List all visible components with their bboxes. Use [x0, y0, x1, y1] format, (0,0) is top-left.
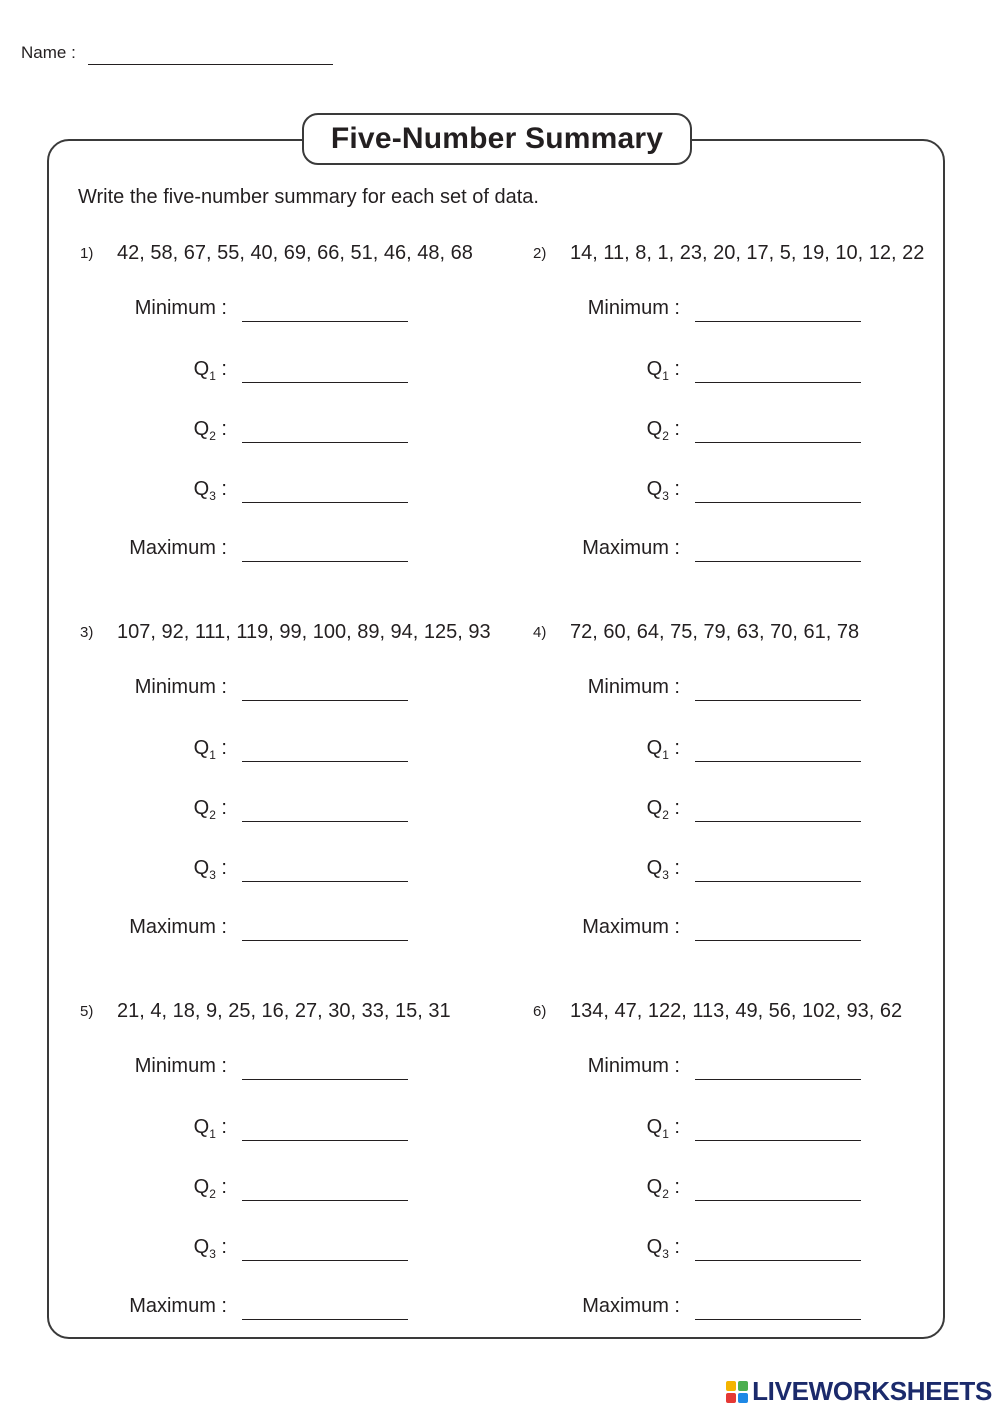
- q2-label: [194, 797, 227, 822]
- q-subscript: 2: [209, 429, 216, 443]
- q-subscript: 3: [662, 489, 669, 503]
- footer-brand: [726, 1376, 992, 1407]
- q-subscript: 3: [209, 489, 216, 503]
- answer-line-min[interactable]: [242, 1079, 408, 1080]
- problem-number: 3): [80, 624, 94, 641]
- minimum-label: Minimum :: [134, 1055, 227, 1077]
- q-subscript: 3: [662, 868, 669, 882]
- problem-data-set: 72, 60, 64, 75, 79, 63, 70, 61, 78: [570, 621, 860, 643]
- problem-number: 4): [533, 624, 547, 641]
- answer-line-q2[interactable]: [242, 442, 408, 443]
- q-letter: Q: [193, 478, 210, 500]
- answer-line-max[interactable]: [242, 940, 408, 941]
- q-letter: Q: [193, 797, 210, 819]
- problem-1: [80, 242, 520, 602]
- q2-label: [194, 1176, 227, 1201]
- label-colon: :: [215, 358, 227, 380]
- answer-line-q3[interactable]: [242, 502, 408, 503]
- name-label: Name :: [21, 43, 76, 62]
- problem-data-set: 134, 47, 122, 113, 49, 56, 102, 93, 62: [570, 1000, 903, 1022]
- answer-line-min[interactable]: [695, 700, 861, 701]
- problem-number: 1): [80, 245, 94, 262]
- q1-label: [647, 737, 680, 762]
- minimum-label: Minimum :: [134, 676, 227, 698]
- q3-label: [647, 1236, 680, 1261]
- q-subscript: 1: [662, 369, 669, 383]
- worksheet-title: Five-Number Summary: [302, 113, 692, 165]
- q1-label: [194, 737, 227, 762]
- label-colon: :: [215, 797, 227, 819]
- answer-line-q3[interactable]: [242, 1260, 408, 1261]
- instructions: Write the five-number summary for each set of data.: [78, 186, 539, 208]
- label-colon: :: [668, 857, 680, 879]
- maximum-label: Maximum :: [129, 537, 227, 559]
- problem-data-set: 14, 11, 8, 1, 23, 20, 17, 5, 19, 10, 12, 22: [570, 242, 925, 264]
- problem-5: [80, 1000, 520, 1360]
- label-colon: :: [215, 1176, 227, 1198]
- logo-tile: [738, 1393, 748, 1403]
- brand-name: LIVEWORKSHEETS: [752, 1376, 992, 1406]
- q-subscript: 2: [662, 429, 669, 443]
- problem-number: 2): [533, 245, 547, 262]
- q-subscript: 2: [662, 808, 669, 822]
- q1-label: [647, 1116, 680, 1141]
- label-colon: :: [215, 478, 227, 500]
- answer-line-max[interactable]: [695, 561, 861, 562]
- q-letter: Q: [193, 418, 210, 440]
- q-subscript: 2: [209, 808, 216, 822]
- q3-label: [194, 857, 227, 882]
- label-colon: :: [668, 418, 680, 440]
- q-letter: Q: [646, 358, 663, 380]
- answer-line-max[interactable]: [242, 1319, 408, 1320]
- label-colon: :: [215, 857, 227, 879]
- q-subscript: 3: [662, 1247, 669, 1261]
- answer-line-max[interactable]: [695, 1319, 861, 1320]
- problem-3: [80, 621, 520, 981]
- q1-label: [194, 1116, 227, 1141]
- q3-label: [194, 478, 227, 503]
- label-colon: :: [668, 358, 680, 380]
- answer-line-q2[interactable]: [242, 821, 408, 822]
- logo-tile: [726, 1381, 736, 1391]
- answer-line-q2[interactable]: [695, 1200, 861, 1201]
- label-colon: :: [668, 737, 680, 759]
- maximum-label: Maximum :: [582, 537, 680, 559]
- q-subscript: 3: [209, 1247, 216, 1261]
- answer-line-q2[interactable]: [695, 821, 861, 822]
- answer-line-min[interactable]: [242, 700, 408, 701]
- q-subscript: 1: [209, 1127, 216, 1141]
- label-colon: :: [215, 418, 227, 440]
- problem-data-set: 42, 58, 67, 55, 40, 69, 66, 51, 46, 48, 68: [117, 242, 473, 264]
- maximum-label: Maximum :: [582, 916, 680, 938]
- answer-line-q1[interactable]: [242, 1140, 408, 1141]
- q-letter: Q: [193, 737, 210, 759]
- answer-line-q1[interactable]: [242, 382, 408, 383]
- q-subscript: 1: [662, 748, 669, 762]
- answer-line-q1[interactable]: [242, 761, 408, 762]
- label-colon: :: [215, 1236, 227, 1258]
- q3-label: [647, 478, 680, 503]
- problem-data-set: 21, 4, 18, 9, 25, 16, 27, 30, 33, 15, 31: [117, 1000, 451, 1022]
- minimum-label: Minimum :: [134, 297, 227, 319]
- problem-number: 5): [80, 1003, 94, 1020]
- label-colon: :: [215, 737, 227, 759]
- q-subscript: 1: [662, 1127, 669, 1141]
- answer-line-max[interactable]: [242, 561, 408, 562]
- q3-label: [647, 857, 680, 882]
- answer-line-q2[interactable]: [695, 442, 861, 443]
- maximum-label: Maximum :: [582, 1295, 680, 1317]
- q-letter: Q: [646, 797, 663, 819]
- problem-number: 6): [533, 1003, 547, 1020]
- problem-4: [533, 621, 973, 981]
- answer-line-q3[interactable]: [242, 881, 408, 882]
- answer-line-q2[interactable]: [242, 1200, 408, 1201]
- q-letter: Q: [193, 1236, 210, 1258]
- answer-line-q3[interactable]: [695, 881, 861, 882]
- answer-line-min[interactable]: [242, 321, 408, 322]
- q-letter: Q: [193, 1116, 210, 1138]
- answer-line-q3[interactable]: [695, 502, 861, 503]
- q1-label: [647, 358, 680, 383]
- q-letter: Q: [193, 1176, 210, 1198]
- label-colon: :: [668, 1176, 680, 1198]
- minimum-label: Minimum :: [587, 1055, 680, 1077]
- answer-line-min[interactable]: [695, 321, 861, 322]
- label-colon: :: [668, 797, 680, 819]
- logo-tile: [726, 1393, 736, 1403]
- answer-line-q1[interactable]: [695, 1140, 861, 1141]
- answer-line-max[interactable]: [695, 940, 861, 941]
- minimum-label: Minimum :: [587, 676, 680, 698]
- name-input-line[interactable]: [88, 64, 333, 65]
- answer-line-min[interactable]: [695, 1079, 861, 1080]
- q-letter: Q: [646, 1116, 663, 1138]
- label-colon: :: [668, 1236, 680, 1258]
- answer-line-q1[interactable]: [695, 761, 861, 762]
- liveworksheets-logo-icon: [726, 1381, 748, 1403]
- q-subscript: 3: [209, 868, 216, 882]
- problem-6: [533, 1000, 973, 1360]
- q2-label: [647, 797, 680, 822]
- q-letter: Q: [646, 857, 663, 879]
- q-subscript: 1: [209, 748, 216, 762]
- q-letter: Q: [193, 358, 210, 380]
- q-letter: Q: [646, 737, 663, 759]
- q3-label: [194, 1236, 227, 1261]
- q-subscript: 2: [662, 1187, 669, 1201]
- q-letter: Q: [646, 478, 663, 500]
- minimum-label: Minimum :: [587, 297, 680, 319]
- maximum-label: Maximum :: [129, 916, 227, 938]
- q2-label: [194, 418, 227, 443]
- q-subscript: 1: [209, 369, 216, 383]
- q2-label: [647, 418, 680, 443]
- label-colon: :: [668, 478, 680, 500]
- problem-2: [533, 242, 973, 602]
- q-letter: Q: [646, 1236, 663, 1258]
- problem-data-set: 107, 92, 111, 119, 99, 100, 89, 94, 125, 93: [117, 621, 491, 643]
- answer-line-q1[interactable]: [695, 382, 861, 383]
- maximum-label: Maximum :: [129, 1295, 227, 1317]
- q2-label: [647, 1176, 680, 1201]
- label-colon: :: [215, 1116, 227, 1138]
- q1-label: [194, 358, 227, 383]
- q-letter: Q: [646, 418, 663, 440]
- answer-line-q3[interactable]: [695, 1260, 861, 1261]
- q-letter: Q: [646, 1176, 663, 1198]
- label-colon: :: [668, 1116, 680, 1138]
- logo-tile: [738, 1381, 748, 1391]
- q-letter: Q: [193, 857, 210, 879]
- q-subscript: 2: [209, 1187, 216, 1201]
